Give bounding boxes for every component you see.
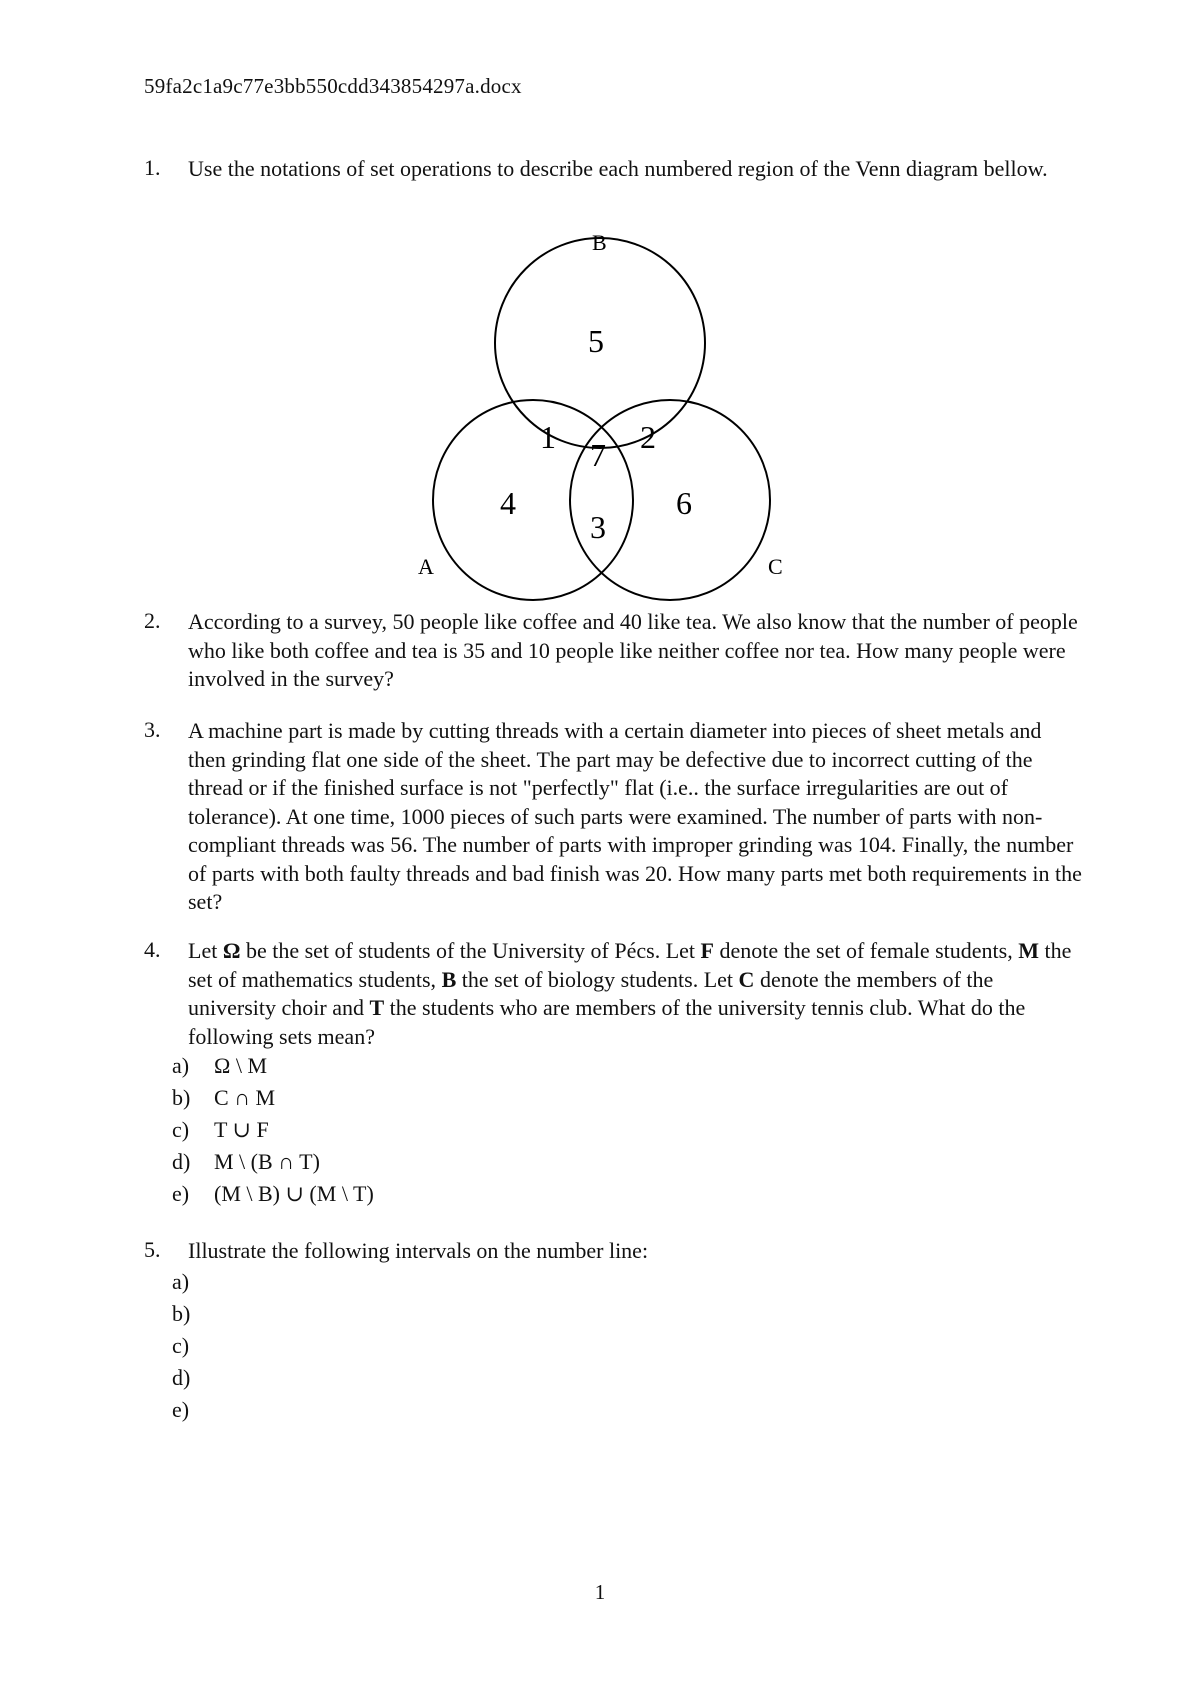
region-4: 4 [500, 485, 516, 521]
symbol-f: F [700, 938, 714, 963]
list-item: e) (M \ B) ∪ (M \ T) [172, 1181, 374, 1206]
question-5-items [172, 1266, 214, 1426]
question-4-items [172, 1050, 374, 1210]
list-item: b) C ∩ M [172, 1085, 276, 1110]
question-number: 4. [144, 937, 161, 962]
list-item: d) [172, 1365, 191, 1390]
region-1: 1 [540, 419, 556, 455]
question-5 [144, 1237, 1084, 1266]
question-3 [144, 717, 1084, 917]
set-label-c: C [768, 554, 783, 579]
page-number: 1 [594, 1580, 606, 1604]
set-label-a: A [418, 554, 434, 579]
question-number: 5. [144, 1237, 161, 1262]
list-item: b) [172, 1301, 191, 1326]
question-text: Use the notations of set operations to describe each numbered region of the Venn diagram bellow. [188, 156, 1048, 181]
question-number: 1. [144, 155, 161, 180]
question-text: Illustrate the following intervals on the number line: [188, 1238, 649, 1263]
question-number: 2. [144, 608, 161, 633]
region-7: 7 [590, 437, 606, 473]
list-item: c) [172, 1333, 190, 1358]
region-2: 2 [640, 419, 656, 455]
venn-diagram [400, 228, 800, 618]
symbol-c: C [738, 966, 755, 992]
circle-c [570, 400, 770, 600]
region-6: 6 [676, 485, 692, 521]
symbol-t: T [369, 995, 385, 1020]
question-1 [144, 155, 1084, 184]
region-3: 3 [590, 509, 606, 545]
question-text: A machine part is made by cutting threads with a certain diameter into pieces of sheet metals and then grinding flat one side of the sheet. The part may be defective due to incorrect cutting of the thread or if the finished surface is not "perfectly" flat (i.e.. the surface irregularities are out of tolerance). At one time, 1000 pieces of such parts were examined. The number of parts with non-compliant threads was 56. The number of parts with improper grinding was 104. Finally, the number of parts with both faulty threads and bad finish was 20. How many parts met both requirements in the set? [188, 718, 1082, 914]
region-5: 5 [588, 323, 604, 359]
circle-a [433, 400, 633, 600]
document-filename: 59fa2c1a9c77e3bb550cdd343854297a.docx [144, 74, 522, 98]
question-2 [144, 608, 1084, 694]
list-item: e) [172, 1397, 190, 1422]
question-text: Let Ω be the set of students of the University of Pécs. Let F denote the set of female students, M the set of mathematics students, B the set of biology students. Let C denote the members of the university choir and T the students who are members of the university tennis club. What do the following sets mean? [188, 938, 1072, 1049]
symbol-b: B [441, 966, 457, 992]
question-number: 3. [144, 717, 161, 742]
question-text: According to a survey, 50 people like coffee and 40 like tea. We also know that the number of people who like both coffee and tea is 35 and 10 people like neither coffee nor tea. How many people were involved in the survey? [188, 609, 1078, 691]
list-item: c) T ∪ F [172, 1117, 269, 1142]
question-4 [144, 937, 1084, 1051]
set-label-b: B [592, 230, 607, 255]
symbol-omega: Ω [222, 938, 241, 963]
list-item: a) Ω \ M [172, 1053, 268, 1078]
list-item: a) [172, 1269, 190, 1294]
symbol-m: M [1018, 938, 1039, 963]
list-item: d) M \ (B ∩ T) [172, 1149, 320, 1174]
